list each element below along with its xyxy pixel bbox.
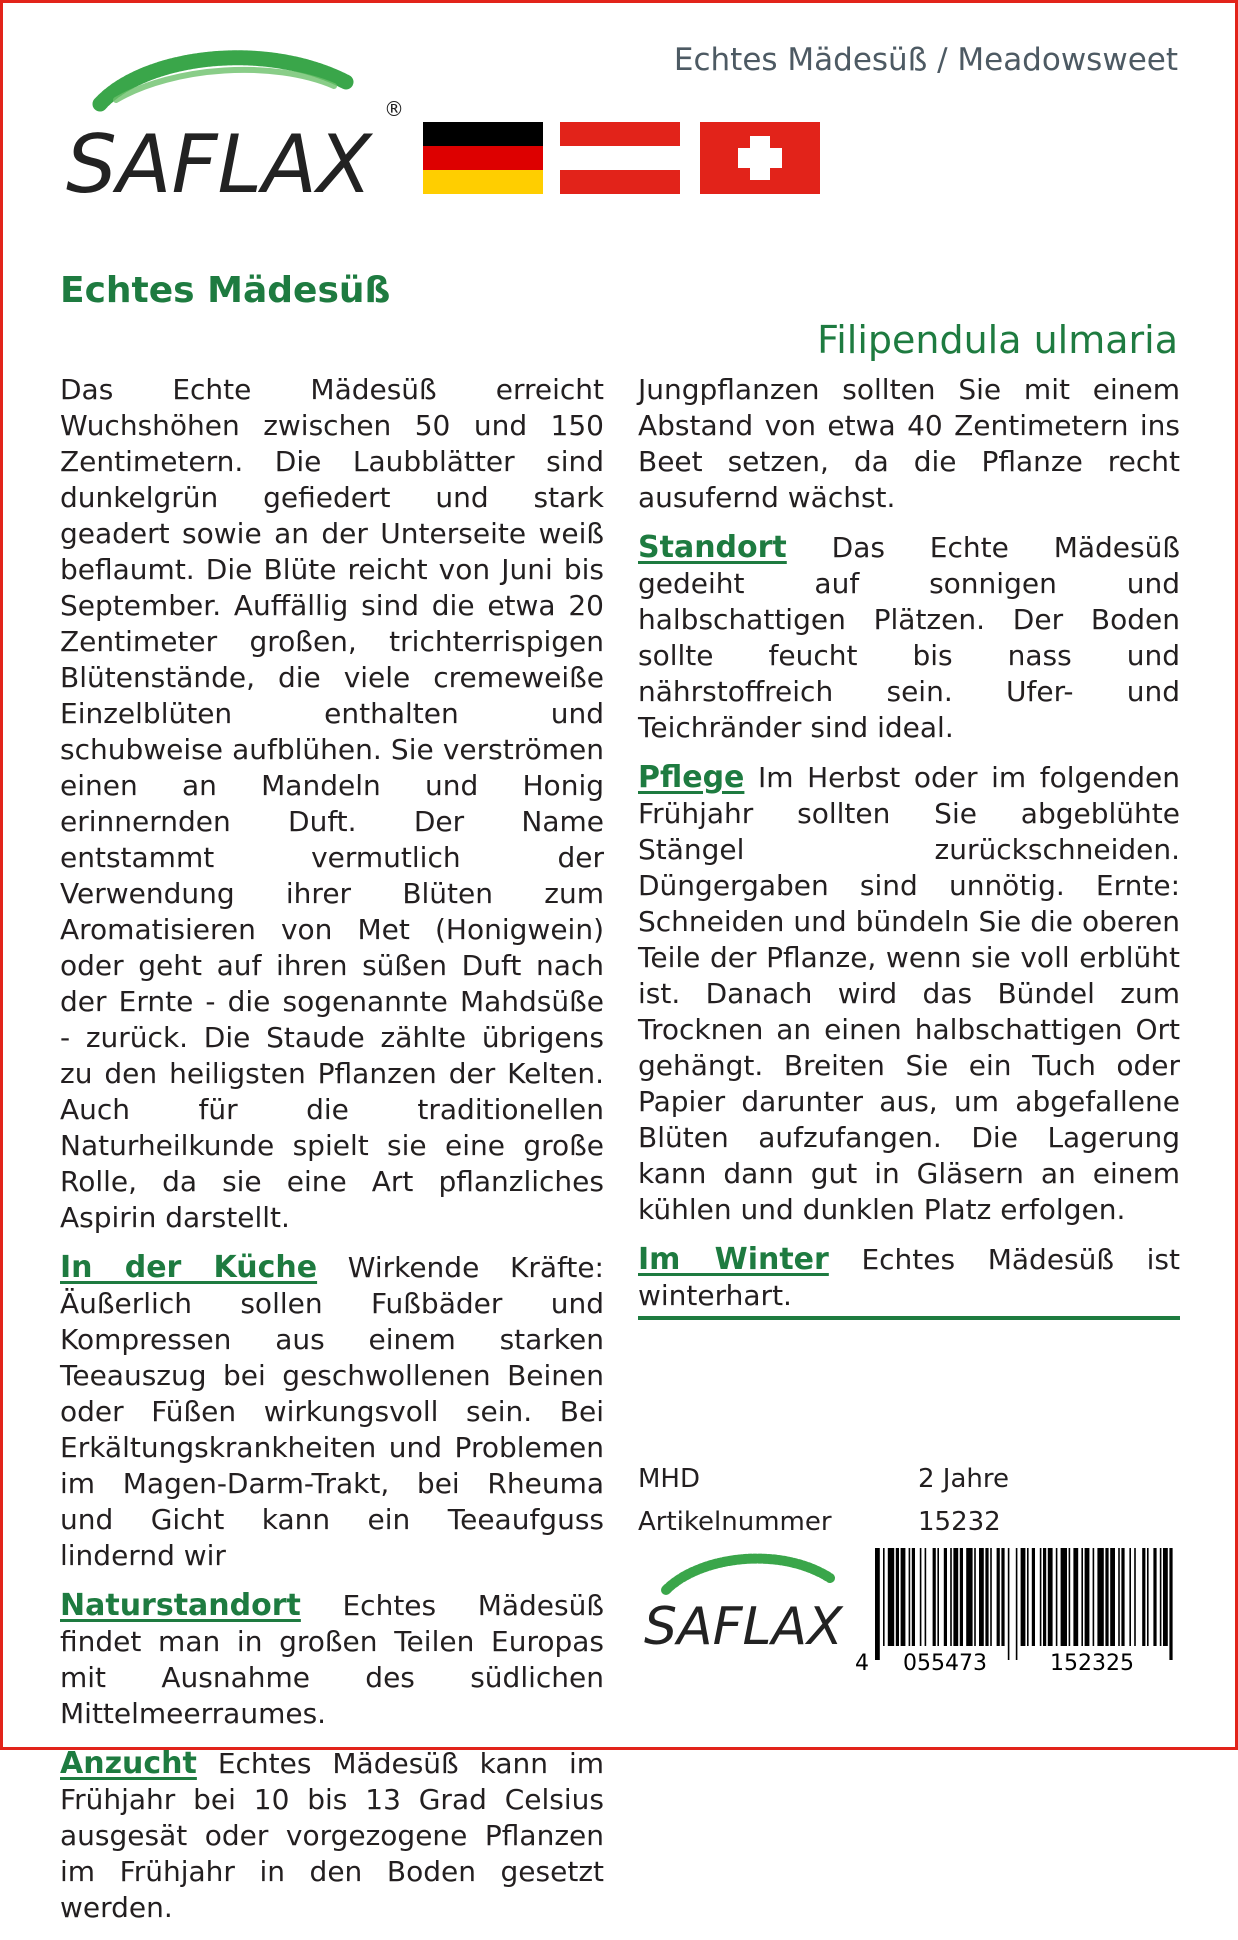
barcode-bar — [933, 1548, 936, 1646]
left-column — [60, 372, 604, 1940]
section-heading-naturstandort: Naturstandort — [60, 1588, 301, 1623]
section-text-standort: Das Echte Mädesüß gedeiht auf sonnigen und halbschattigen Plätzen. Der Boden sollte feucht bis nass und nährstoffreich sein. Ufer- und Teichränder sind ideal. — [638, 531, 1180, 744]
right-column — [638, 372, 1180, 1328]
barcode-bar — [1142, 1548, 1145, 1646]
germany-flag — [423, 122, 543, 194]
barcode-bar — [1073, 1548, 1078, 1646]
registered-mark: ® — [384, 97, 404, 121]
barcode-digit-first: 4 — [855, 1651, 869, 1673]
barcode-bar — [901, 1548, 906, 1646]
barcode-digits-group1: 055473 — [903, 1651, 987, 1673]
barcode-bar — [1027, 1548, 1029, 1646]
barcode-bar — [1169, 1548, 1172, 1660]
barcode-bar — [912, 1548, 915, 1646]
header-title: Echtes Mädesüß / Meadowsweet — [673, 42, 1178, 78]
section-text-pflege: Im Herbst oder im folgenden Frühjahr sollten Sie abgeblühte Stängel zurückschneiden. Düngergaben sind unnötig. Ernte: Schneiden und bündeln Sie die oberen Teile der Pflanze, wenn sie voll erblüht ist. Danach wird das Bündel zum Trocknen an einen halbschattigen Ort gehängt. Breiten Sie ein Tuch oder Papier darunter aus, um abgefallene Blüten aufzufangen. Die Lagerung kann dann gut in Gläsern an einem kühlen und dunklen Platz erfolgen. — [638, 761, 1180, 1226]
barcode-bar — [920, 1548, 922, 1646]
section-heading-kueche: In der Küche — [60, 1250, 318, 1285]
barcode-bar — [1129, 1548, 1131, 1646]
section-text-kueche: Wirkende Kräfte: Äußerlich sollen Fußbäder und Kompressen aus einem starken Teeauszug bei geschwollenen Beinen oder Füßen wirkungsvoll sein. Bei Erkältungskrankheiten und Problemen im Magen-Darm-Trakt, bei Rheuma und Gicht kann ein Teeaufguss lindernd wir — [60, 1251, 604, 1572]
section-naturstandort — [60, 1588, 604, 1732]
section-standort — [638, 530, 1180, 746]
barcode-bar — [1048, 1548, 1053, 1646]
barcode-bar — [1153, 1548, 1156, 1646]
barcode-bar — [925, 1548, 927, 1646]
barcode-bar — [990, 1548, 992, 1646]
section-heading-pflege: Pflege — [638, 760, 745, 795]
intro-paragraph: Das Echte Mädesüß erreicht Wuchshöhen zwischen 50 und 150 Zentimetern. Die Laubblätter sind dunkelgrün gefiedert und stark geadert sowie an der Unterseite weiß beflaumt. Die Blüte reicht von Juni bis September. Auffällig sind die etwa 20 Zentimeter großen, trichterrispigen Blütenstände, die viele cremeweiße Einzelblüten enthalten und schubweise aufblühen. Sie verströmen einen an Mandeln und Honig erinnernden Duft. Der Name entstammt vermutlich der Verwendung ihrer Blüten zum Aromatisieren von Met (Honigwein) oder geht auf ihren süßen Duft nach der Ernte - die sogenannte Mahdsüße - zurück. Die Staude zählte übrigens zu den heiligsten Pflanzen der Kelten. Auch für die traditionellen Naturheilkunde spielt sie eine große Rolle, da sie eine Art pflanzliches Aspirin darstellt. — [60, 373, 604, 1234]
barcode-bar — [1093, 1548, 1095, 1646]
barcode-bar — [1021, 1548, 1026, 1646]
barcode-bar — [1160, 1548, 1162, 1646]
product-title: Echtes Mädesüß — [60, 270, 391, 311]
barcode-bar — [909, 1548, 911, 1646]
barcode-bar — [950, 1548, 952, 1646]
barcode-bar — [966, 1548, 972, 1646]
barcode-bar — [1032, 1548, 1035, 1646]
barcode-bar — [1016, 1548, 1018, 1660]
section-heading-anzucht: Anzucht — [60, 1746, 197, 1781]
section-text-naturstandort: Echtes Mädesüß findet man in großen Teilen Europas mit Ausnahme des südlichen Mittelmeerraumes. — [60, 1589, 604, 1730]
switzerland-flag — [700, 122, 820, 194]
barcode-bar — [1097, 1548, 1103, 1646]
green-divider — [638, 1316, 1180, 1320]
section-heading-winter: Im Winter — [638, 1242, 829, 1277]
barcode-bar — [1147, 1548, 1149, 1646]
barcode-bar — [944, 1548, 947, 1646]
section-text-anzucht: Echtes Mädesüß kann im Frühjahr bei 10 bis 13 Grad Celsius ausgesät oder vorgezogene Pflanzen im Frühjahr in den Boden gesetzt werden. — [60, 1747, 604, 1924]
brand-name: SAFLAX — [66, 118, 372, 211]
barcode-bar — [883, 1548, 885, 1646]
barcode-bar — [1061, 1548, 1067, 1646]
anzucht-continued: Jungpflanzen sollten Sie mit einem Abstand von etwa 40 Zentimetern ins Beet setzen, da die Pflanze recht ausufernd wächst. — [638, 373, 1180, 514]
barcode-bar — [974, 1548, 976, 1646]
barcode-digits-group2: 152325 — [1050, 1651, 1134, 1673]
barcode-bar — [1043, 1548, 1046, 1646]
barcode-bar — [979, 1548, 984, 1646]
section-pflege — [638, 760, 1180, 1228]
barcode-bar — [1069, 1548, 1071, 1646]
barcode-bar — [985, 1548, 988, 1646]
barcode-bar — [888, 1548, 894, 1646]
barcode-bar — [875, 1548, 880, 1660]
section-heading-standort: Standort — [638, 530, 787, 565]
mhd-label: MHD — [638, 1464, 701, 1494]
section-text-winter: Echtes Mädesüß ist winterhart. — [638, 1243, 1180, 1312]
barcode-bar — [1008, 1548, 1010, 1660]
article-number-label: Artikelnummer — [638, 1507, 832, 1537]
article-number-value: 15232 — [918, 1507, 1001, 1537]
barcode-bar — [1081, 1548, 1083, 1646]
barcode-bar — [896, 1548, 899, 1646]
barcode-bar — [1056, 1548, 1058, 1646]
barcode-bar — [1085, 1548, 1090, 1646]
saflax-logo-small — [640, 1548, 850, 1656]
brand-name-small: SAFLAX — [644, 1597, 843, 1656]
barcode-bar — [1110, 1548, 1115, 1646]
barcode-bar — [960, 1548, 963, 1646]
barcode-bar — [1121, 1548, 1124, 1646]
barcode-bar — [1105, 1548, 1108, 1646]
barcode-bar — [997, 1548, 1000, 1646]
barcode-bar — [1163, 1548, 1168, 1646]
barcode-bar — [1118, 1548, 1120, 1646]
saflax-logo — [64, 42, 414, 212]
barcode-bar — [1040, 1548, 1042, 1646]
barcode-bar — [937, 1548, 939, 1646]
section-kueche — [60, 1250, 604, 1574]
latin-name: Filipendula ulmaria — [817, 318, 1178, 362]
mhd-value: 2 Jahre — [918, 1464, 1009, 1494]
austria-flag — [560, 122, 680, 194]
barcode-bar — [1134, 1548, 1136, 1646]
barcode-bar — [1001, 1548, 1004, 1646]
section-winter — [638, 1242, 1180, 1314]
section-anzucht — [60, 1746, 604, 1926]
barcode — [855, 1548, 1177, 1673]
barcode-bar — [953, 1548, 958, 1646]
barcode-bars — [875, 1548, 1173, 1660]
